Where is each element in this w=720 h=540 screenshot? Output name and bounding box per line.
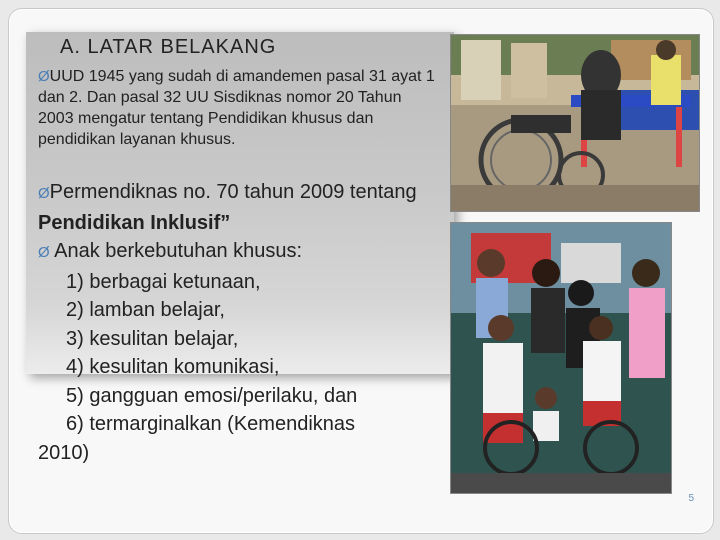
children-photo-illustration — [451, 223, 671, 493]
classroom-photo-illustration — [451, 35, 699, 211]
list-item: 1) berbagai ketunaan, — [66, 270, 261, 293]
list-item: 6) termarginalkan (Kemendiknas — [66, 413, 356, 435]
list-item: 3) kesulitan belajar, — [66, 327, 239, 350]
list-tail: 2010) — [38, 441, 90, 464]
bullet-uud-text: UUD 1945 yang sudah di amandemen pasal 31 ayat 1 dan 2. Dan pasal 32 UU Sisdiknas nomor 20 Tahun 2003 mengatur tentang Pendidikan khusus dan pendidikan layanan khusus. — [38, 68, 435, 148]
arrow-bullet-icon: Ø — [38, 185, 50, 202]
arrow-bullet-icon: Ø — [38, 68, 50, 85]
bullet-permendiknas-end: ” — [220, 211, 231, 234]
classroom-wheelchair-photo — [450, 34, 700, 212]
bullet-permendiknas-bold: Pendidikan Inklusif — [38, 211, 221, 234]
list-item: 2) lamban belajar, — [66, 299, 225, 321]
bullet-permendiknas — [38, 178, 438, 237]
list-item: 4) kesulitan komunikasi, — [66, 356, 280, 378]
children-group-photo — [450, 222, 672, 494]
arrow-bullet-icon: Ø — [38, 244, 50, 261]
list-item: 5) gangguan emosi/perilaku, dan — [66, 384, 358, 407]
page-number: 5 — [688, 493, 694, 504]
slide-heading: A. LATAR BELAKANG — [60, 36, 277, 58]
bullet-abk — [38, 237, 438, 268]
bullet-abk-text: Anak berkebutuhan khusus: — [49, 240, 303, 262]
bullet-permendiknas-text: Permendiknas no. 70 tahun 2009 tentang — [49, 181, 417, 203]
slide-text — [38, 36, 438, 467]
bullet-uud — [38, 66, 438, 150]
